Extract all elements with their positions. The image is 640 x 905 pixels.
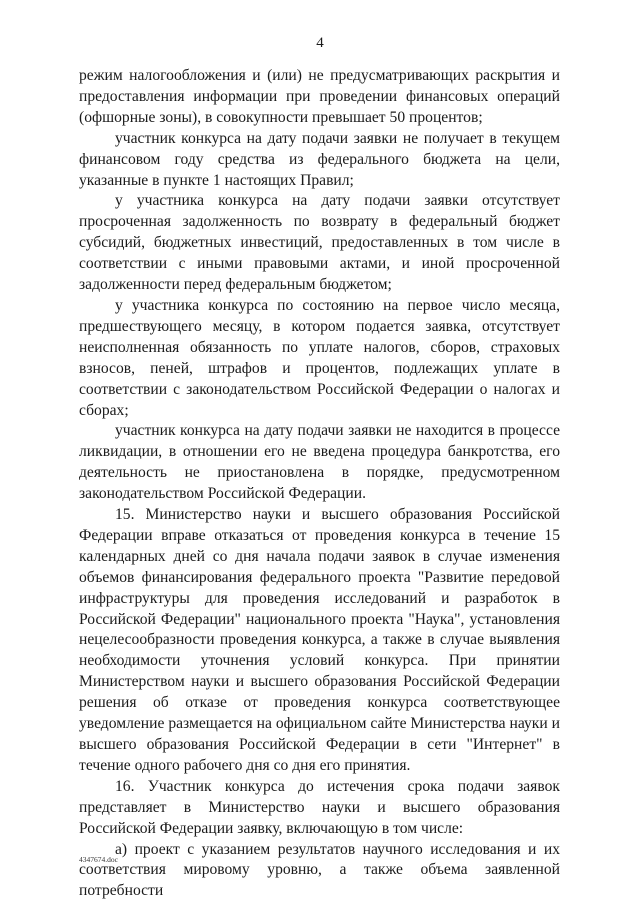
page-number: 4 — [316, 35, 324, 51]
paragraph-no-federal-funds: участник конкурса на дату подачи заявки не получает в текущем финансовом году средства из федерального бюджета на цели, указанные в пункте 1 настоящих Правил; — [79, 129, 560, 189]
paragraph-clause-16: 16. Участник конкурса до истечения срока подачи заявок представляет в Министерство науки и высшего образования Российской Федерации заявку, включающую в том числе: — [79, 777, 560, 837]
paragraph-offshore-share: режим налогообложения и (или) не предусматривающих раскрытия и предоставления информации при проведении финансовых операций (офшорные зоны), в совокупности превышает 50 процентов; — [79, 67, 560, 126]
paragraph-item-a: а) проект с указанием результатов научного исследования и их соответствия мировому уровню, а также объема заявленной потребности — [79, 840, 560, 900]
paragraph-no-overdue-debt: у участника конкурса на дату подачи заявки отсутствует просроченная задолженность по возврату в федеральный бюджет субсидий, бюджетных инвестиций, предоставленных в том числе в соответствии с иными правовыми актами, и иной просроченной задолженности перед федеральным бюджетом; — [79, 192, 560, 294]
paragraph-not-in-liquidation: участник конкурса на дату подачи заявки не находится в процессе ликвидации, в отношении его не введена процедура банкротства, его деятельность не приостановлена в порядке, предусмотренном законодательством Российской Федерации. — [79, 422, 560, 503]
paragraph-no-tax-arrears: у участника конкурса по состоянию на первое число месяца, предшествующего месяцу, в котором подается заявка, отсутствует неисполненная обязанность по уплате налогов, сборов, страховых взносов, пеней, штрафов и процентов, подлежащих уплате в соответствии с законодательством Российской Федерации о налогах и сборах; — [79, 296, 560, 419]
paragraph-clause-15: 15. Министерство науки и высшего образования Российской Федерации вправе отказаться от проведения конкурса в течение 15 календарных дней со дня начала подачи заявок в случае изменения объемов финансирования федерального проекта "Развитие передовой инфраструктуры для проведения исследований и разработок в Российской Федерации" национального проекта "Наука", установления нецелесообразности проведения конкурса, а также в случае выявления необходимости уточнения условий конкурса. При принятии Министерством науки и высшего образования Российской Федерации решения об отказе от проведения конкурса соответствующее уведомление размещается на официальном сайте Министерства науки и высшего образования Российской Федерации в сети "Интернет" в течение одного рабочего дня со дня его принятия. — [79, 506, 560, 774]
document-body — [79, 66, 560, 902]
footer-doc-ref: 4347674.doc — [79, 855, 118, 864]
